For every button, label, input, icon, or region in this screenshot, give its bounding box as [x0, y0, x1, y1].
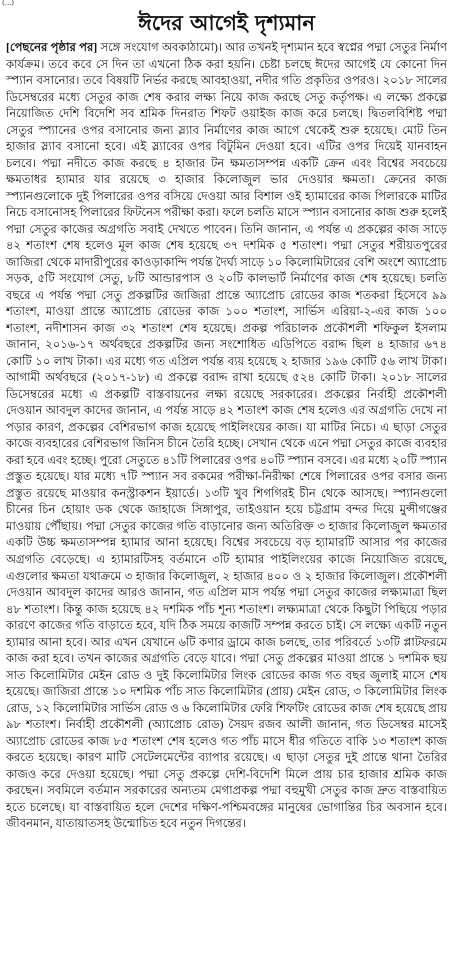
continuation-label: [পেছনের পৃষ্ঠার পর] — [6, 41, 98, 54]
article-body — [6, 40, 447, 958]
previous-column-fragment: (...) — [2, 0, 15, 6]
article-text: সঙ্গে সংযোগ অবকাঠামো)। আর তখনই দৃশ্যমান হবে স্বপ্নের পদ্মা সেতুর নির্মাণ কার্যক্রম। তবে কবে সে দিন তা এখনো ঠিক করা হয়নি। চেষ্টা চলছে ঈদের আগেই যে কোনো দিন স্প্যান বসানোর। তবে বিষয়টি নির্ভর করছে আবহাওয়া, নদীর গতি প্রকৃতির ওপরও। ২০১৮ সালের ডিসেম্বরের মধ্যে সেতুর কাজ শেষ করার লক্ষ্য নিয়ে কাজ করছে সেতু কর্তৃপক্ষ। এ লক্ষ্যে প্রকল্পে নিয়োজিত দেশি বিদেশি সব শ্রমিক দিনরাত শিফট ওয়াইজ কাজ করে চলছে। দ্বিতলবিশিষ্ট পদ্মা সেতুর স্প্যানের ওপর বসানোর জন্য স্ল্যাব নির্মাণের কাজ আগে থেকেই শুরু হয়েছে। মোট তিন হাজার স্ল্যাব বসানো হবে। এই স্ল্যাবের ওপর বিটুমিন দেওয়া হবে। এটির ওপর দিয়েই যানবাহন চলবে। পদ্মা নদীতে কাজ করছে ৪ হাজার টন ক্ষমতাসম্পন্ন একটি ক্রেন এবং বিশ্বের সবচেয়ে ক্ষমতাধর হ্যামার যার রয়েছে ৩ হাজার কিলোজুল ভার দেওয়ার ক্ষমতা। ক্রেনের কাজ স্প্যানগুলোকে দুই পিলারের ওপর বসিয়ে দেওয়া আর বিশাল ওই হ্যামারের কাজ পিলারকে মাটির নিচে বসানোসহ পিলারের ফিটনেস পরীক্ষা করা। ফলে চলতি মাসে স্প্যান বসানোর কাজ শুরু হলেই পদ্মা সেতুর কাজের অগ্রগতি সবাই দেখতে পাবেন। তিনি জানান, এ পর্যন্ত এ প্রকল্পের কাজ সাড়ে ৪২ শতাংশ শেষ হলেও মূল কাজ শেষ হয়েছে ৩৭ দশমিক ৫ শতাংশ। পদ্মা সেতুর শরীয়তপুরের জাজিরা থেকে মাদারীপুরের কাওড়াকান্দি পর্যন্ত দৈর্ঘ্য সাড়ে ১০ কিলোমিটারের বেশি অংশে অ্যাপ্রোচ সড়ক, ৫টি সংযোগ সেতু, ৮টি আন্ডারপাস ও ২০টি কালভার্ট নির্মাণের কাজ শেষ হয়েছে। চলতি বছরে এ পর্যন্ত পদ্মা সেতু প্রকল্পটির জাজিরা প্রান্তে অ্যাপ্রোচ রোডের কাজ শতকরা হিসেবে ৯৯ শতাংশ, মাওয়া প্রান্তে অ্যাপ্রোচ রোডের কাজ ১০০ শতাংশ, সার্ভিস এরিয়া-২-এর কাজ ১০০ শতাংশ, নদীশাসন কাজ ৩২ শতাংশ শেষ হয়েছে। প্রকল্প পরিচালক প্রকৌশলী শফিকুল ইসলাম জানান, ২০১৬-১৭ অর্থবছরে প্রকল্পটির জন্য সংশোধিত এডিপিতে বরাদ্দ ছিল ৪ হাজার ৬৭৪ কোটি ১০ লাখ টাকা। এর মধ্যে গত এপ্রিল পর্যন্ত ব্যয় হয়েছে ২ হাজার ১৯৬ কোটি ৫৬ লাখ টাকা। আগামী অর্থবছরে (২০১৭-১৮) এ প্রকল্পে বরাদ্দ রাখা হয়েছে ৫২৪ কোটি টাকা। ২০১৮ সালের ডিসেম্বরের মধ্যে এ প্রকল্পটি বাস্তবায়নের লক্ষ্য রয়েছে সরকারের। প্রকল্পের নির্বাহী প্রকৌশলী দেওয়ান আবদুল কাদের জানান, এ পর্যন্ত সাড়ে ৪২ শতাংশ কাজ শেষ হলেও এর অগ্রগতি দেখে না পড়ার কারণ, প্রকল্পের বেশিরভাগ কাজ হয়েছে পাইলিংয়ের কাজ। যা মাটির নিচে। এ ছাড়া সেতুর কাজে ব্যবহারের বেশিরভাগ জিনিস চীনে তৈরি হচ্ছে। সেখান থেকে এনে পদ্মা সেতুর কাজে ব্যবহার করা হবে এবং হচ্ছে। পুরো সেতুতে ৪১টি পিলারের ওপর ৪০টি স্প্যান বসবে। এর মধ্যে ২০টি স্প্যান প্রস্তুত হয়েছে। যার মধ্যে ৭টি স্প্যান সব রকমের পরীক্ষা-নিরীক্ষা শেষে পিলারের ওপর বসার জন্য প্রস্তুত রয়েছে মাওয়ার কনস্ট্রাকশন ইয়ার্ডে। ১৩টি খুব শিগগিরই চীন থেকে আসছে। স্প্যানগুলো চীনের চিন হোয়াং ডক থেকে জাহাজে সিঙ্গাপুর, তাইওয়ান হয়ে চট্টগ্রাম বন্দর দিয়ে মুন্সীগঞ্জের মাওয়ায় পৌঁছায়। পদ্মা সেতুর কাজের গতি বাড়ানোর জন্য অতিরিক্ত ৩ হাজার কিলোজুল ক্ষমতার একটি উচ্চ ক্ষমতাসম্পন্ন হ্যামার আনা হয়েছে। বিশ্বের সবচেয়ে বড় হ্যামারটি আসার পর কাজের অগ্রগতি বেড়েছে। এ হ্যামারটিসহ বর্তমানে ৩টি হ্যামার পাইলিংয়ের কাজে নিয়োজিত রয়েছে, এগুলোর ক্ষমতা যথাক্রমে ৩ হাজার কিলোজুল, ২ হাজার ৪০০ ও ২ হাজার কিলোজুল। প্রকৌশলী দেওয়ান আবদুল কাদের আরও জানান, গত এপ্রিল মাস পর্যন্ত পদ্মা সেতুর কাজের লক্ষ্যমাত্রা ছিল ৪৮ শতাংশ। কিন্তু কাজ হয়েছে ৪২ দশমিক পাঁচ শূন্য শতাংশ। লক্ষ্যমাত্রা থেকে কিছুটা পিছিয়ে পড়ার কারণে কাজের গতি বাড়াতে হবে, যদি ঠিক সময়ে কাজটি সম্পন্ন করতে চাই। সে লক্ষ্যে একটি নতুন হ্যামার আনা হবে। আর এখন যেখানে ৬টি কণার ড্রামে কাজ চলছে, তার পরিবর্তে ১৩টি প্লাটফরমে কাজ করা হবে। তখন কাজের অগ্রগতি বেড়ে যাবে। পদ্মা সেতু প্রকল্পের মাওয়া প্রান্তে ১ দশমিক ছয় সাত কিলোমিটার মেইন রোড ও দুই কিলোমিটার লিংক রোডের কাজ গত বছর জুলাই মাসে শেষ হয়েছে। জাজিরা প্রান্তে ১০ দশমিক পাঁচ সাত কিলোমিটার (প্রায়) মেইন রোড, ৩ কিলোমিটার লিংক রোড, ১২ কিলোমিটার সার্ভিস রোড ও ৬ কিলোমিটার ফেরি শিফটিং রোডের কাজ শেষ হয়েছে প্রায় ৯৮ শতাংশ। নির্বাহী প্রকৌশলী (অ্যাপ্রোচ রোড) সৈয়দ রজব আলী জানান, গত ডিসেম্বর মাসেই অ্যাপ্রোচ রোডের কাজ ৮৫ শতাংশ শেষ হলেও গত পাঁচ মাসে ধীর গতিতে বাকি ১৩ শতাংশ কাজ করতে হয়েছে। কারণ মাটি সেটেলমেন্টের ব্যাপার রয়েছে। এ ছাড়া সেতুর দুই প্রান্তে থানা তৈরির কাজও করে দেওয়া হয়েছে। পদ্মা সেতু প্রকল্পে দেশি-বিদেশি মিলে প্রায় চার হাজার শ্রমিক কাজ করছেন। সবমিলে বর্তমান সরকারের অন্যতম মেগাপ্রকল্প পদ্মা বহুমুখী সেতুর কাজ দ্রুত বাস্তবায়িত হতে চলেছে। যা বাস্তবায়িত হলে দেশের দক্ষিণ-পশ্চিমবঙ্গের মানুষের ভোগান্তির চির অবসান হবে। জীবনমান, যাতায়াতসহ উন্মোচিত হবে নতুন দিগন্তের। — [6, 41, 447, 831]
headline: ঈদের আগেই দৃশ্যমান — [138, 11, 315, 35]
